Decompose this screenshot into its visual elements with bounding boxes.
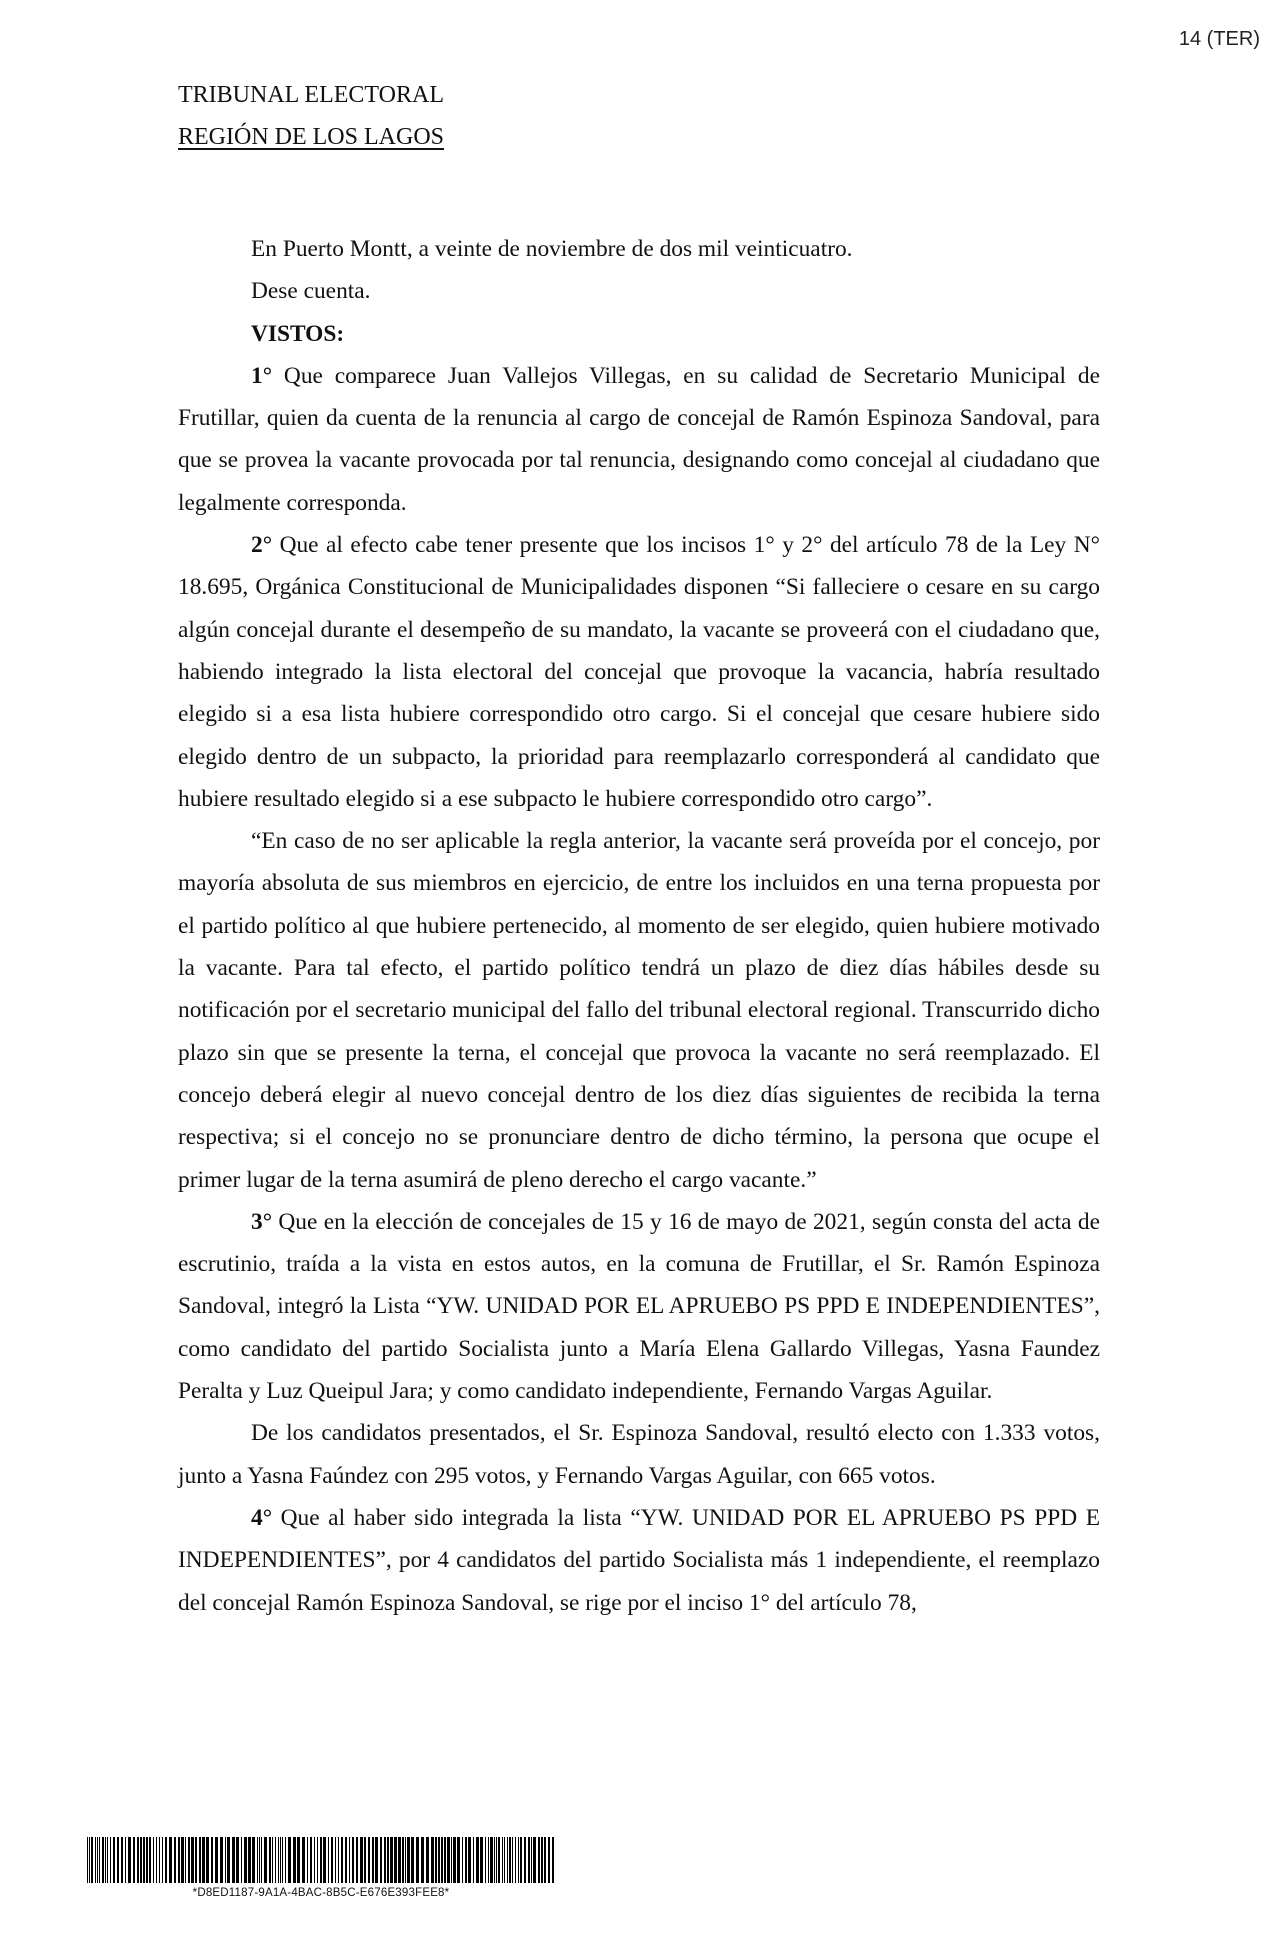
barcode-bar — [95, 1837, 96, 1883]
barcode-bar — [524, 1837, 526, 1883]
barcode-bar — [215, 1837, 218, 1883]
barcode-bar — [261, 1837, 262, 1883]
barcode-bar — [143, 1837, 145, 1883]
barcode-bar — [236, 1837, 239, 1883]
barcode-bar — [107, 1837, 108, 1883]
barcode-bar — [531, 1837, 532, 1883]
barcode-bar — [328, 1837, 329, 1883]
barcode-bar — [349, 1837, 350, 1883]
barcode-icon — [85, 1837, 557, 1883]
paragraph-3 — [178, 1201, 1100, 1412]
barcode-bar — [490, 1837, 493, 1883]
barcode-bar — [244, 1837, 247, 1883]
barcode-bar — [335, 1837, 336, 1883]
paragraph-1 — [178, 355, 1100, 524]
barcode-bar — [199, 1837, 201, 1883]
barcode-bar — [360, 1837, 363, 1883]
barcode-bar — [345, 1837, 347, 1883]
barcode-bar — [431, 1837, 434, 1883]
barcode-bar — [509, 1837, 511, 1883]
barcode-bar — [257, 1837, 258, 1883]
barcode-bar — [174, 1837, 176, 1883]
barcode-bar — [206, 1837, 209, 1883]
barcode-bar — [307, 1837, 308, 1883]
barcode-bar — [87, 1837, 88, 1883]
paragraph-number: 2° — [251, 532, 273, 559]
barcode-bar — [356, 1837, 358, 1883]
paragraph-number: 4° — [251, 1504, 273, 1531]
barcode-bar — [441, 1837, 443, 1883]
barcode-bar — [91, 1837, 93, 1883]
barcode-bar — [162, 1837, 163, 1883]
barcode-bar — [368, 1837, 370, 1883]
barcode-bar — [227, 1837, 230, 1883]
barcode-bar — [405, 1837, 406, 1883]
barcode-bar — [451, 1837, 452, 1883]
barcode-bar — [232, 1837, 235, 1883]
barcode-bar — [488, 1837, 489, 1883]
paragraph-4 — [178, 1497, 1100, 1624]
barcode-bar — [444, 1837, 446, 1883]
resolution-body — [178, 228, 1100, 1624]
paragraph-text: Que en la elección de concejales de 15 y 16 de mayo de 2021, según consta del acta de escrutinio, traída a la vista en estos autos, en la comuna de Frutillar, el Sr. Ramón Espinoza Sandoval, integró la Lista “YW. UNIDAD POR EL APRUEBO PS PPD E INDEPENDIENTES”, como candidato del partido Socialista junto a María Elena Gallardo Villegas, Yasna Faundez Peralta y Luz Queipul Jara; y como candidato independiente, Fernando Vargas Aguilar. — [178, 1208, 1100, 1405]
barcode-bar — [159, 1837, 160, 1883]
barcode-bar — [496, 1837, 497, 1883]
barcode-bar — [188, 1837, 190, 1883]
barcode-bar — [390, 1837, 393, 1883]
barcode-bar — [465, 1837, 467, 1883]
barcode-bar — [202, 1837, 205, 1883]
barcode-bar — [156, 1837, 157, 1883]
barcode-bar — [548, 1837, 550, 1883]
barcode-block — [85, 1837, 557, 1899]
barcode-bar — [165, 1837, 167, 1883]
barcode-bar — [317, 1837, 318, 1883]
barcode-bar — [220, 1837, 223, 1883]
barcode-bar — [225, 1837, 226, 1883]
barcode-bar — [264, 1837, 267, 1883]
paragraph-number: 3° — [251, 1208, 273, 1235]
paragraph-text: “En caso de no ser aplicable la regla anterior, la vacante será proveída por el concejo, por mayoría absoluta de sus miembros en ejercicio, de entre los incluidos en una terna propuesta por el partido político al que hubiere pertenecido, al momento de ser elegido, quien hubiere motivado la vacante. Para tal efecto, el partido político tendrá un plazo de diez días hábiles desde su notificación por el secretario municipal del fallo del tribunal electoral regional. Transcurrido dicho plazo sin que se presente la terna, el concejal que provoca la vacante no será reemplazado. El concejo deberá elegir al nuevo concejal dentro de los diez días siguientes de recibida la terna respectiva; si el concejo no se pronunciare dentro de dicho término, la persona que ocupe el primer lugar de la terna asumirá de pleno derecho el cargo vacante.” — [178, 828, 1100, 1193]
barcode-bar — [384, 1837, 386, 1883]
barcode-bar — [146, 1837, 148, 1883]
barcode-bar — [480, 1837, 483, 1883]
barcode-bar — [485, 1837, 486, 1883]
barcode-bar — [387, 1837, 389, 1883]
barcode-bar — [99, 1837, 100, 1883]
barcode-bar — [507, 1837, 508, 1883]
barcode-bar — [102, 1837, 104, 1883]
barcode-bar — [275, 1837, 276, 1883]
barcode-bar — [541, 1837, 543, 1883]
barcode-bar — [512, 1837, 513, 1883]
barcode-bar — [137, 1837, 139, 1883]
barcode-bar — [191, 1837, 194, 1883]
paragraph-text: Que al haber sido integrada la lista “YW. UNIDAD POR EL APRUEBO PS PPD E INDEPENDIENTES”, por 4 candidatos del partido Socialista más 1 independiente, el reemplazo del concejal Ramón Espinoza Sandoval, se rige por el inciso 1° del artículo 78, — [178, 1504, 1100, 1616]
paragraph-2 — [178, 524, 1100, 820]
barcode-bar — [117, 1837, 119, 1883]
barcode-bar — [476, 1837, 479, 1883]
barcode-bar — [341, 1837, 343, 1883]
barcode-bar — [407, 1837, 410, 1883]
barcode-bar — [504, 1837, 505, 1883]
barcode-bar — [181, 1837, 184, 1883]
barcode-bar — [252, 1837, 255, 1883]
barcode-bar — [125, 1837, 126, 1883]
barcode-bar — [302, 1837, 305, 1883]
barcode-bar — [494, 1837, 495, 1883]
paragraph-2-quote — [178, 820, 1100, 1201]
barcode-bar — [502, 1837, 503, 1883]
barcode-bar — [272, 1837, 273, 1883]
barcode-bar — [310, 1837, 312, 1883]
barcode-bar — [447, 1837, 450, 1883]
barcode-bar — [185, 1837, 186, 1883]
barcode-bar — [149, 1837, 151, 1883]
barcode-bar — [528, 1837, 530, 1883]
barcode-bar — [473, 1837, 474, 1883]
barcode-bar — [544, 1837, 546, 1883]
barcode-bar — [280, 1837, 281, 1883]
barcode-bar — [105, 1837, 106, 1883]
barcode-bar — [421, 1837, 424, 1883]
barcode-bar — [375, 1837, 378, 1883]
barcode-bar — [314, 1837, 315, 1883]
barcode-caption: *D8ED1187-9A1A-4BAC-8B5C-E676E393FEE8* — [192, 1887, 450, 1899]
barcode-bar — [97, 1837, 98, 1883]
barcode-bar — [293, 1837, 296, 1883]
barcode-bar — [352, 1837, 354, 1883]
barcode-bar — [398, 1837, 401, 1883]
dese-cuenta: Dese cuenta. — [251, 278, 371, 305]
barcode-bar — [416, 1837, 419, 1883]
barcode-bar — [128, 1837, 131, 1883]
barcode-bar — [520, 1837, 522, 1883]
barcode-bar — [533, 1837, 536, 1883]
barcode-bar — [259, 1837, 260, 1883]
barcode-bar — [282, 1837, 283, 1883]
vistos-heading: VISTOS: — [251, 320, 345, 347]
barcode-bar — [285, 1837, 286, 1883]
barcode-bar — [411, 1837, 414, 1883]
barcode-bar — [288, 1837, 291, 1883]
barcode-bar — [121, 1837, 123, 1883]
barcode-bar — [195, 1837, 197, 1883]
barcode-bar — [153, 1837, 154, 1883]
court-name: TRIBUNAL ELECTORAL — [178, 82, 444, 108]
barcode-bar — [323, 1837, 326, 1883]
paragraph-text: Que al efecto cabe tener presente que los incisos 1° y 2° del artículo 78 de la Ley N° 18.695, Orgánica Constitucional de Municipalidades disponen “Si falleciere o cesare en su cargo algún concejal durante el desempeño de su mandato, la vacante se proveerá con el ciudadano que, habiendo integrado la lista electoral del concejal que provoque la vacancia, habría resultado elegido si a esa lista hubiere correspondido otro cargo. Si el concejal que cesare hubiere sido elegido dentro de un subpacto, la prioridad para reemplazarlo corresponderá al candidato que hubiere resultado elegido si a ese subpacto le hubiere correspondido otro cargo”. — [178, 532, 1100, 812]
barcode-bar — [297, 1837, 300, 1883]
barcode-bar — [140, 1837, 142, 1883]
barcode-bar — [394, 1837, 397, 1883]
barcode-bar — [498, 1837, 500, 1883]
court-region: REGIÓN DE LOS LAGOS — [178, 124, 444, 150]
barcode-bar — [269, 1837, 271, 1883]
barcode-bar — [515, 1837, 516, 1883]
barcode-bar — [457, 1837, 460, 1883]
barcode-bar — [538, 1837, 540, 1883]
barcode-bar — [278, 1837, 279, 1883]
barcode-bar — [552, 1837, 554, 1883]
barcode-bar — [113, 1837, 115, 1883]
barcode-bar — [518, 1837, 519, 1883]
barcode-bar — [462, 1837, 463, 1883]
barcode-bar — [320, 1837, 322, 1883]
barcode-bar — [364, 1837, 366, 1883]
barcode-bar — [438, 1837, 440, 1883]
date-line: En Puerto Montt, a veinte de noviembre de dos mil veinticuatro. — [251, 236, 853, 262]
page-number: 14 (TER) — [1178, 28, 1260, 50]
paragraph-3-results — [178, 1412, 1100, 1497]
barcode-bar — [241, 1837, 242, 1883]
paragraph-text: Que comparece Juan Vallejos Villegas, en su calidad de Secretario Municipal de Frutillar, quien da cuenta de la renuncia al cargo de concejal de Ramón Espinoza Sandoval, para que se provea la vacante provocada por tal renuncia, designando como concejal al ciudadano que legalmente corresponda. — [178, 362, 1100, 516]
paragraph-number: 1° — [251, 362, 273, 389]
paragraph-text: De los candidatos presentados, el Sr. Espinoza Sandoval, resultó electo con 1.333 votos, junto a Yasna Faúndez con 295 votos, y Fernando Vargas Aguilar, con 665 votos. — [178, 1420, 1100, 1489]
barcode-bar — [402, 1837, 404, 1883]
barcode-bar — [133, 1837, 135, 1883]
barcode-bar — [453, 1837, 456, 1883]
barcode-bar — [331, 1837, 333, 1883]
barcode-bar — [426, 1837, 429, 1883]
barcode-bar — [178, 1837, 180, 1883]
barcode-bar — [169, 1837, 172, 1883]
barcode-bar — [380, 1837, 382, 1883]
court-header — [178, 74, 444, 158]
barcode-bar — [248, 1837, 251, 1883]
barcode-bar — [211, 1837, 213, 1883]
barcode-bar — [89, 1837, 90, 1883]
barcode-bar — [468, 1837, 471, 1883]
barcode-bar — [372, 1837, 374, 1883]
barcode-bar — [110, 1837, 111, 1883]
barcode-bar — [338, 1837, 339, 1883]
barcode-bar — [435, 1837, 437, 1883]
